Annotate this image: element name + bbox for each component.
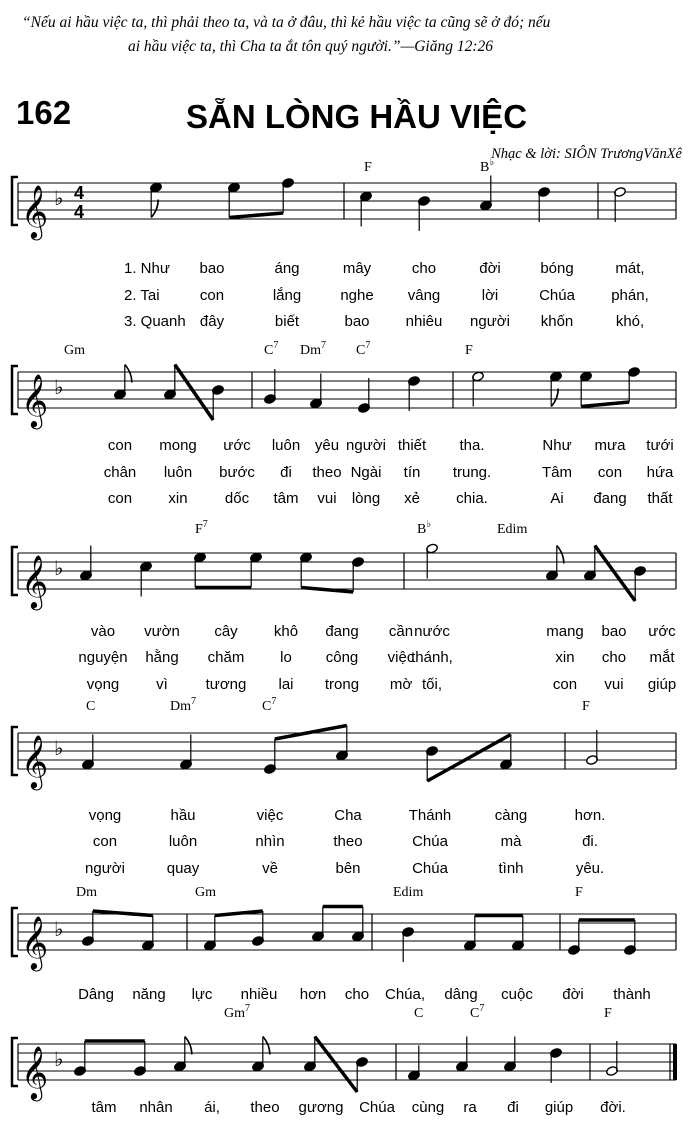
lyric-syllable: bóng — [540, 260, 574, 277]
chord-label: C — [356, 343, 366, 358]
lyric-syllable: mờ — [389, 676, 413, 693]
note-beam — [93, 911, 153, 916]
lyric-syllable: Thánh — [408, 807, 452, 824]
chord-label: Dm — [170, 699, 191, 714]
lyric-syllable: vọng — [86, 676, 120, 693]
lyric-syllable: mây — [342, 260, 372, 277]
lyric-syllable: tưới — [646, 437, 674, 454]
chord-symbol — [470, 1003, 484, 1021]
lyric-syllable: cùng — [411, 1099, 445, 1116]
chord-superscript: 7 — [479, 1003, 485, 1014]
chord-symbol — [76, 885, 97, 900]
lyric-syllable: theo — [333, 833, 363, 850]
chord-symbol — [262, 696, 276, 714]
lyric-syllable: đang — [325, 623, 359, 640]
chord-symbol — [64, 343, 85, 358]
chord-symbol — [170, 696, 196, 714]
lyric-syllable: Ai — [550, 490, 564, 507]
chord-label: F — [364, 160, 372, 175]
chord-symbol — [86, 699, 95, 714]
chord-superscript: ♭ — [426, 519, 432, 530]
lyric-syllable: nghe — [340, 287, 374, 304]
lyric-syllable: vui — [317, 490, 337, 507]
chord-superscript: 7 — [321, 340, 326, 351]
staff-system-1 — [12, 157, 676, 330]
lyric-syllable: con — [597, 464, 623, 481]
lyric-syllable: ái, — [204, 1099, 220, 1116]
lyric-syllable: vọng — [88, 807, 122, 824]
lyric-syllable: cây — [214, 623, 238, 640]
lyric-syllable: biết — [274, 313, 300, 330]
lyric-syllable: luôn — [271, 437, 301, 454]
lyric-syllable: việc — [387, 649, 415, 666]
treble-clef-icon: 𝄞 — [21, 556, 49, 607]
chord-label: Dm — [300, 343, 321, 358]
lyric-syllable: trong — [324, 676, 360, 693]
lyric-syllable: thiết — [397, 437, 427, 454]
chord-symbol — [195, 519, 208, 537]
lyric-syllable: càng — [494, 807, 528, 824]
flat-icon: ♭ — [54, 738, 64, 760]
chord-symbol — [575, 885, 583, 900]
lyric-syllable: bước — [219, 464, 255, 481]
hymn-number: 162 — [16, 94, 72, 131]
lyric-syllable: chân — [103, 464, 137, 481]
treble-clef-icon: 𝄞 — [21, 186, 49, 237]
lyric-syllable: xin — [168, 490, 188, 507]
lyric-syllable: đời — [479, 260, 501, 277]
lyric-syllable: người — [346, 437, 386, 454]
chord-symbol — [497, 522, 527, 537]
treble-clef-icon: 𝄞 — [21, 917, 49, 968]
lyric-syllable: Chúa — [412, 860, 448, 877]
lyric-syllable: con — [199, 287, 225, 304]
treble-clef-icon: 𝄞 — [21, 1047, 49, 1098]
lyric-syllable: nguyện — [78, 649, 128, 666]
note-beam — [595, 546, 635, 602]
lyric-syllable: cuộc — [501, 986, 533, 1003]
lyric-syllable: đời. — [600, 1099, 626, 1116]
lyric-syllable: hầu — [170, 807, 196, 824]
lyric-syllable: 1. Như — [124, 260, 170, 277]
chord-label: C — [86, 699, 96, 714]
note-flag — [557, 546, 564, 564]
lyric-syllable: trung. — [452, 464, 492, 481]
lyric-syllable: chăm — [207, 649, 245, 666]
lyric-syllable: dâng — [444, 986, 478, 1003]
lyric-syllable: đi — [507, 1099, 519, 1116]
system-bracket — [12, 727, 18, 775]
note-beam — [275, 726, 347, 740]
chord-superscript: 7 — [273, 340, 279, 351]
system-bracket — [12, 1038, 18, 1086]
lyric-syllable: phán, — [611, 287, 649, 304]
lyric-syllable: mà — [500, 833, 522, 850]
chord-label: F — [604, 1006, 612, 1021]
staff-system-3 — [12, 519, 676, 693]
lyric-syllable: đây — [199, 313, 225, 330]
lyric-syllable: đi — [280, 464, 292, 481]
lyric-syllable: tâm — [91, 1099, 117, 1116]
lyric-syllable: luôn — [163, 464, 193, 481]
flat-icon: ♭ — [54, 377, 64, 399]
chord-label: Gm — [195, 885, 216, 900]
system-bracket — [12, 366, 18, 414]
note-beam — [215, 911, 263, 916]
staff-system-6 — [12, 1003, 676, 1116]
chord-label: F — [575, 885, 583, 900]
lyric-syllable: nước — [414, 623, 450, 640]
lyric-syllable: yêu — [314, 437, 340, 454]
chord-symbol — [480, 157, 494, 175]
lyric-syllable: mong — [159, 437, 197, 454]
lyric-syllable: nhìn — [255, 833, 285, 850]
lyric-syllable: con — [552, 676, 578, 693]
chord-label: F — [195, 522, 203, 537]
lyric-syllable: lo — [280, 649, 292, 666]
lyric-syllable: tình — [498, 860, 524, 877]
staff-system-5 — [12, 885, 676, 1003]
chord-symbol — [582, 699, 590, 714]
chord-superscript: 7 — [191, 696, 196, 707]
lyric-syllable: tương — [205, 676, 247, 693]
lyric-syllable: mang — [546, 623, 584, 640]
flat-icon: ♭ — [54, 188, 64, 210]
lyric-syllable: áng — [274, 260, 300, 277]
chord-label: C — [414, 1006, 424, 1021]
score-systems — [12, 157, 676, 1116]
chord-symbol — [414, 1006, 423, 1021]
lyric-syllable: cho — [411, 260, 437, 277]
staff-system-2 — [12, 340, 676, 507]
lyric-syllable: hơn — [299, 986, 327, 1003]
note-flag — [551, 389, 558, 407]
lyric-syllable: Chúa — [412, 833, 448, 850]
lyric-syllable: nhiều — [240, 986, 278, 1003]
lyric-syllable: khó, — [615, 313, 645, 330]
lyric-syllable: mát, — [615, 260, 645, 277]
lyric-syllable: mắt — [649, 649, 675, 666]
lyric-syllable: lai — [278, 676, 294, 693]
lyric-syllable: thất — [647, 490, 673, 507]
chord-symbol — [465, 343, 473, 358]
lyric-syllable: vườn — [144, 623, 180, 640]
lyric-syllable: hứa — [646, 464, 674, 481]
lyric-syllable: lòng — [351, 490, 381, 507]
lyric-syllable: vì — [156, 676, 168, 693]
chord-superscript: 7 — [245, 1003, 250, 1014]
chord-symbol — [195, 885, 216, 900]
staff-system-4 — [12, 696, 676, 877]
note-beam — [581, 402, 629, 407]
lyric-syllable: Tâm — [542, 464, 572, 481]
chord-label: Edim — [393, 885, 424, 900]
system-bracket — [12, 547, 18, 595]
chord-label: Edim — [497, 522, 528, 537]
lyric-syllable: hằng — [145, 649, 179, 666]
lyric-syllable: cần — [388, 623, 414, 640]
chord-label: B — [417, 522, 427, 537]
lyric-syllable: lắng — [272, 287, 302, 304]
lyric-syllable: đi. — [582, 833, 598, 850]
lyric-syllable: theo — [250, 1099, 280, 1116]
lyric-syllable: thành — [613, 986, 651, 1003]
time-signature-top: 4 — [74, 183, 85, 203]
lyric-syllable: ước — [223, 437, 251, 454]
lyric-syllable: lực — [191, 986, 213, 1003]
chord-label: Dm — [76, 885, 97, 900]
note-beam — [427, 735, 511, 782]
lyric-syllable: tâm — [273, 490, 299, 507]
system-bracket — [12, 908, 18, 956]
chord-symbol — [604, 1006, 612, 1021]
lyric-syllable: 2. Tai — [124, 287, 160, 304]
lyric-syllable: Như — [542, 437, 572, 454]
lyric-syllable: 3. Quanh — [124, 313, 186, 330]
lyric-syllable: người — [85, 860, 125, 877]
chord-label: F — [465, 343, 473, 358]
lyric-syllable: hơn. — [574, 807, 606, 824]
lyric-syllable: nhân — [139, 1099, 173, 1116]
note-beam — [301, 588, 353, 593]
chord-label: Gm — [64, 343, 85, 358]
lyric-syllable: năng — [132, 986, 166, 1003]
lyric-syllable: xẻ — [404, 490, 420, 507]
lyric-syllable: quay — [166, 860, 200, 877]
treble-clef-icon: 𝄞 — [21, 375, 49, 426]
lyric-syllable: bao — [344, 313, 370, 330]
lyric-syllable: khốn — [540, 313, 574, 330]
flat-icon: ♭ — [54, 558, 64, 580]
lyric-syllable: Chúa — [359, 1099, 395, 1116]
flat-icon: ♭ — [54, 919, 64, 941]
chord-symbol — [300, 340, 326, 358]
note-beam — [315, 1037, 357, 1093]
lyric-syllable: luôn — [168, 833, 198, 850]
note-flag — [263, 1037, 270, 1055]
lyric-syllable: đang — [593, 490, 627, 507]
lyric-syllable: Dâng — [78, 986, 114, 1003]
chord-symbol — [417, 519, 431, 537]
lyric-syllable: vui — [604, 676, 624, 693]
chord-superscript: 7 — [271, 696, 277, 707]
lyric-syllable: công — [325, 649, 359, 666]
lyric-syllable: tha. — [459, 437, 485, 454]
chord-label: C — [470, 1006, 480, 1021]
lyric-syllable: chia. — [456, 490, 488, 507]
lyric-syllable: về — [262, 860, 278, 877]
lyric-syllable: gương — [298, 1099, 344, 1116]
lyric-syllable: con — [107, 437, 133, 454]
chord-label: B — [480, 160, 490, 175]
hymn-title: SẴN LÒNG HẦU VIỆC — [186, 98, 528, 135]
epigraph-line-1: “Nếu ai hầu việc ta, thì phải theo ta, và ta ở đâu, thì kẻ hầu việc ta cũng sẽ ở đó; nếu — [22, 14, 551, 31]
chord-symbol — [393, 885, 423, 900]
lyric-syllable: nhiêu — [405, 313, 443, 330]
lyric-syllable: đời — [562, 986, 584, 1003]
lyric-syllable: bao — [199, 260, 225, 277]
lyric-syllable: khô — [273, 623, 299, 640]
lyric-syllable: giúp — [544, 1099, 574, 1116]
flat-icon: ♭ — [54, 1049, 64, 1071]
epigraph-line-2: ai hầu việc ta, thì Cha ta ắt tôn quý người.”—Giăng 12:26 — [128, 38, 494, 55]
lyric-syllable: tín — [403, 464, 421, 481]
lyric-syllable: bao — [601, 623, 627, 640]
time-signature-bottom: 4 — [74, 202, 85, 222]
chord-label: C — [262, 699, 272, 714]
lyric-syllable: Ngài — [350, 464, 382, 481]
lyric-syllable: con — [92, 833, 118, 850]
system-bracket — [12, 177, 18, 225]
chord-superscript: 7 — [365, 340, 371, 351]
note-beam — [175, 365, 213, 421]
lyric-syllable: tối, — [421, 676, 443, 693]
chord-label: C — [264, 343, 274, 358]
lyric-syllable: vâng — [407, 287, 441, 304]
chord-superscript: ♭ — [489, 157, 495, 168]
lyric-syllable: việc — [256, 807, 284, 824]
chord-label: F — [582, 699, 590, 714]
chord-symbol — [224, 1003, 250, 1021]
chord-symbol — [356, 340, 370, 358]
note-beam — [229, 213, 283, 218]
lyric-syllable: Chúa, — [384, 986, 426, 1003]
lyric-syllable: ra — [463, 1099, 477, 1116]
note-flag — [125, 365, 132, 383]
lyric-syllable: Chúa — [539, 287, 575, 304]
lyric-syllable: cho — [601, 649, 627, 666]
lyric-syllable: mưa — [594, 437, 626, 454]
lyric-syllable: Cha — [334, 807, 362, 824]
lyric-syllable: yêu. — [575, 860, 605, 877]
lyric-syllable: dốc — [224, 490, 250, 507]
chord-superscript: 7 — [202, 519, 208, 530]
lyric-syllable: ước — [648, 623, 676, 640]
lyric-syllable: giúp — [647, 676, 677, 693]
lyric-syllable: người — [470, 313, 510, 330]
lyric-syllable: bên — [335, 860, 361, 877]
lyric-syllable: vào — [90, 623, 116, 640]
chord-symbol — [264, 340, 278, 358]
treble-clef-icon: 𝄞 — [21, 736, 49, 787]
lyric-syllable: theo — [312, 464, 342, 481]
composer-credit: Nhạc & lời: SIÔN TrươngVănXê — [491, 146, 682, 162]
lyric-syllable: thánh, — [411, 649, 453, 666]
lyric-syllable: con — [107, 490, 133, 507]
lyric-syllable: cho — [344, 986, 370, 1003]
note-flag — [185, 1037, 192, 1055]
note-flag — [151, 200, 158, 218]
chord-symbol — [364, 160, 372, 175]
lyric-syllable: xin — [555, 649, 575, 666]
lyric-syllable: lời — [481, 287, 499, 304]
chord-label: Gm — [224, 1006, 245, 1021]
